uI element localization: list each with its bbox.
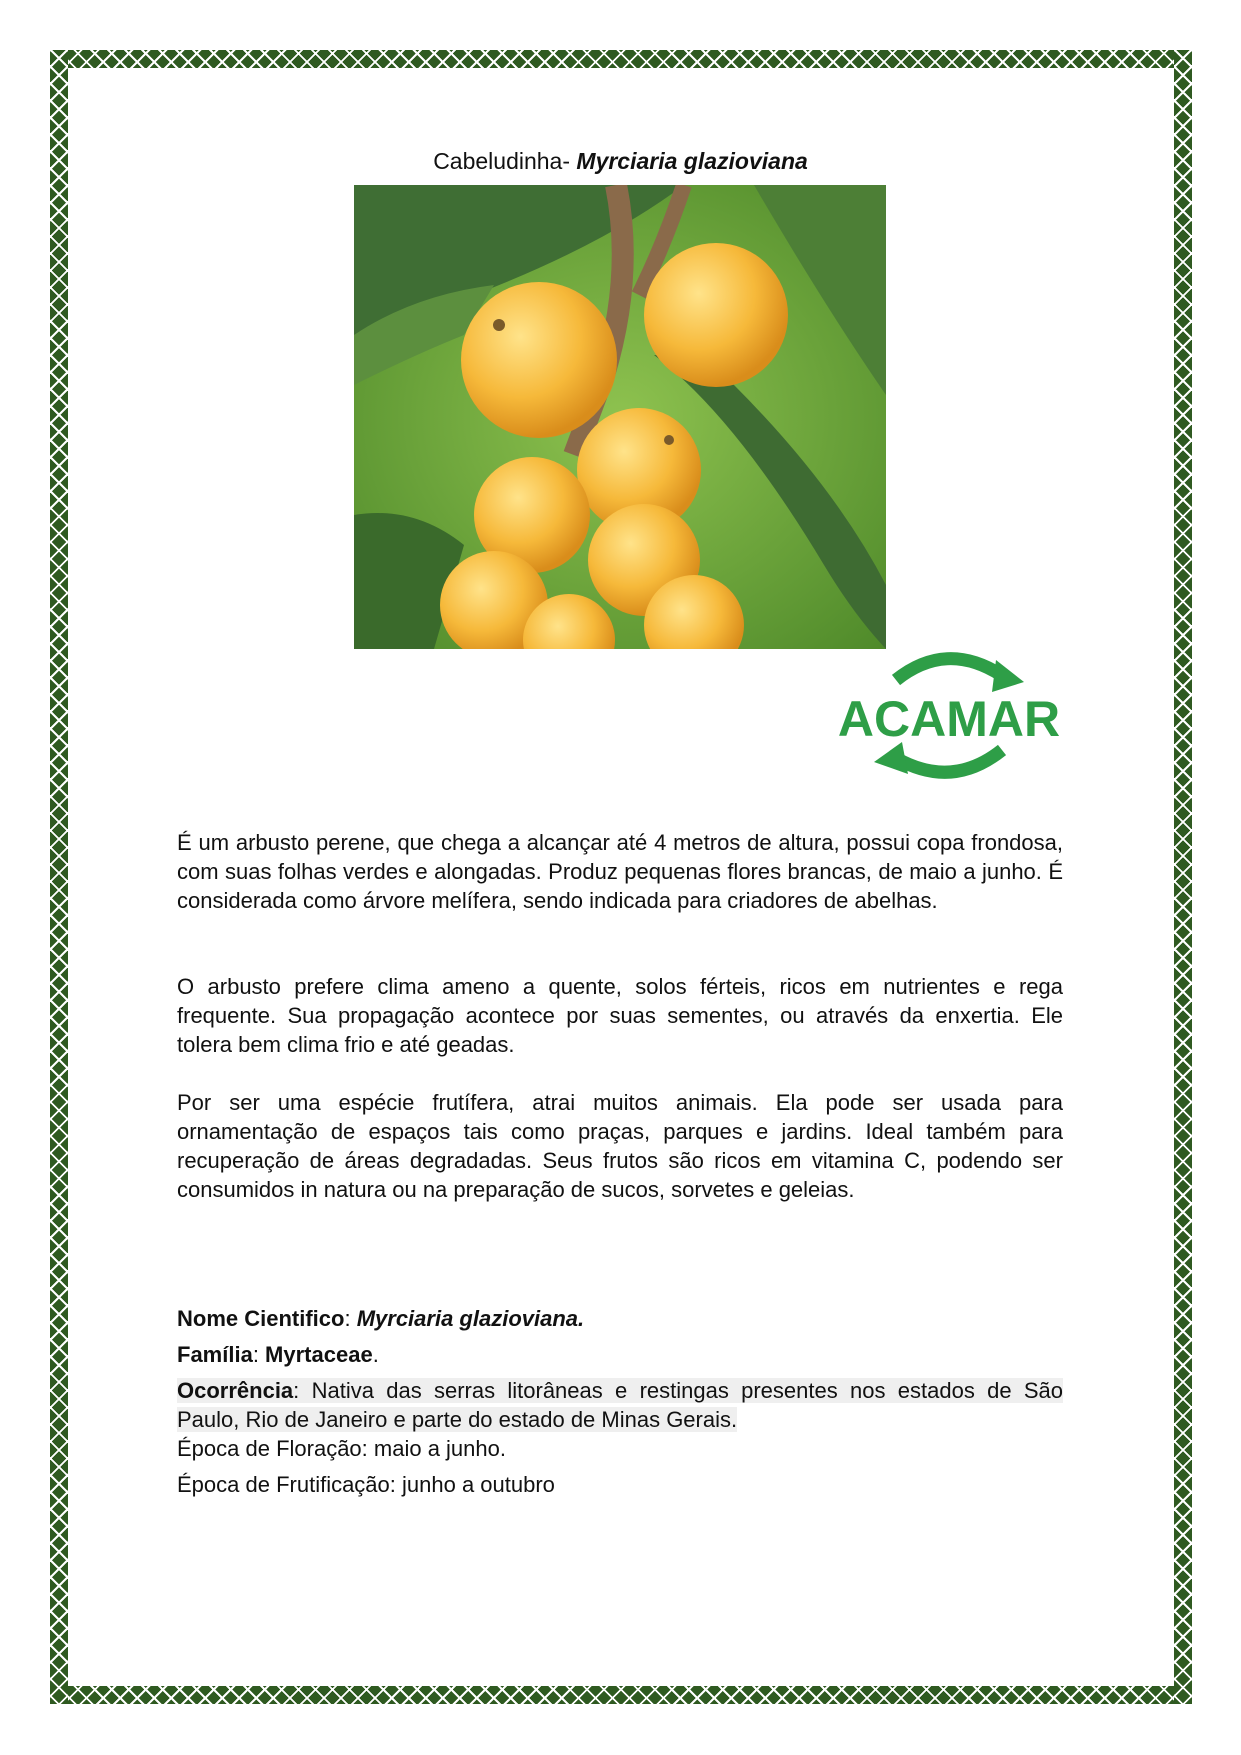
fact-fruiting: Época de Frutificação: junho a outubro: [177, 1472, 555, 1497]
fact-value: Nativa das serras litorâneas e restingas presentes nos estados de São Paulo, Rio de Janeiro e parte do estado de Minas Gerais.: [177, 1378, 1063, 1432]
fact-value: Myrciaria glazioviana.: [356, 1306, 585, 1331]
decorative-border-right: [1174, 50, 1192, 1704]
fact-label: Família: [177, 1342, 253, 1367]
scientific-name: Myrciaria glazioviana: [576, 148, 808, 174]
paragraph-3: Por ser uma espécie frutífera, atrai muitos animais. Ela pode ser usada para ornamentação de espaços tais como praças, parques e jardins. Ideal também para recuperação de áreas degradadas. Seus frutos são ricos em vitamina C, podendo ser consumidos in natura ou na preparação de sucos, sorvetes e geleias.: [177, 1090, 1063, 1202]
fact-label: Ocorrência: [177, 1378, 294, 1403]
paragraph-1: É um arbusto perene, que chega a alcançar até 4 metros de altura, possui copa frondosa, com suas folhas verdes e alongadas. Produz pequenas flores brancas, de maio a junho. É considerada como árvore melífera, sendo indicada para criadores de abelhas.: [177, 830, 1063, 913]
fact-flowering: Época de Floração: maio a junho.: [177, 1436, 506, 1461]
fact-value: Myrtaceae: [265, 1342, 373, 1367]
fact-occurrence: Ocorrência: Nativa das serras litorâneas e restingas presentes nos estados de São Paulo, Rio de Janeiro e parte do estado de Minas Gerais. Época de Floração: maio a junho.: [177, 1378, 1063, 1461]
decorative-border-left: [50, 50, 68, 1704]
fact-scientific-name: Nome Cientifico: Myrciaria glazioviana.: [177, 1306, 585, 1331]
fact-family: Família: Myrtaceae.: [177, 1342, 379, 1367]
paragraph-2: O arbusto prefere clima ameno a quente, solos férteis, ricos em nutrientes e rega frequente. Sua propagação acontece por suas sementes, ou através da enxertia. Ele tolera bem clima frio e até geadas.: [177, 974, 1063, 1057]
logo-text: ACAMAR: [837, 691, 1061, 747]
fact-label: Nome Cientifico: [177, 1306, 345, 1331]
decorative-border-bottom: [50, 1686, 1192, 1704]
decorative-border-top: [50, 50, 1192, 68]
fruit-photo: [354, 185, 886, 649]
acamar-logo: [826, 650, 1072, 782]
page-title: [0, 148, 1241, 175]
common-name: Cabeludinha-: [433, 148, 571, 174]
